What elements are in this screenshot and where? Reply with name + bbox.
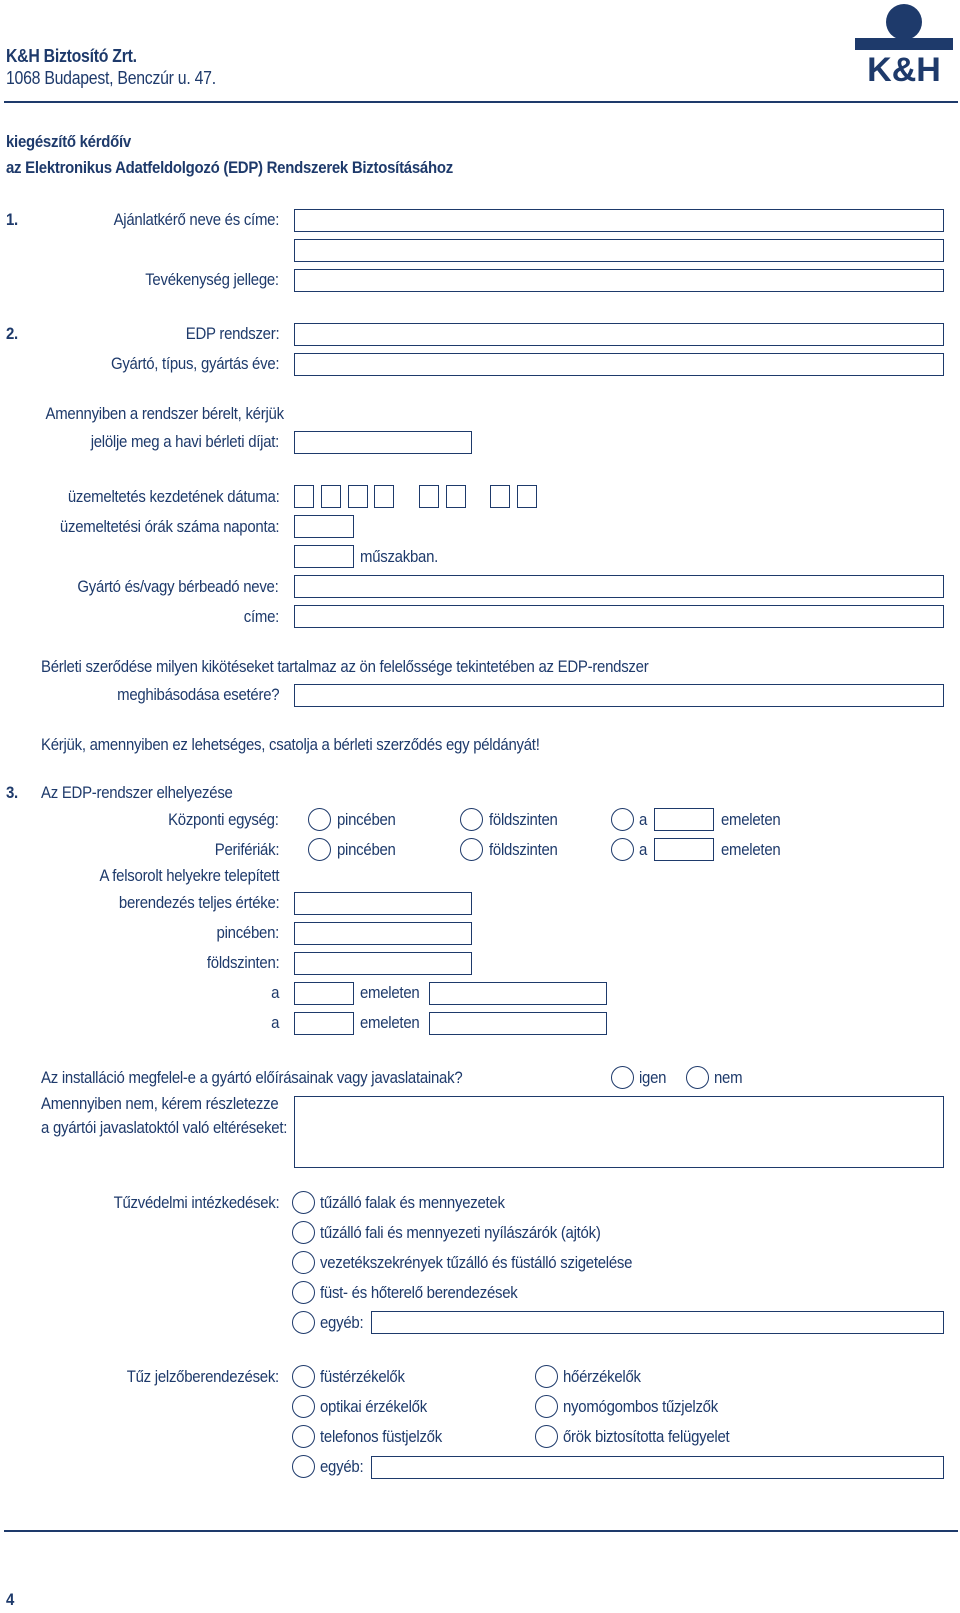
date-digit-box[interactable] (490, 485, 510, 508)
activity-label: Tevékenység jellege: (145, 270, 279, 289)
alarm-optical-label: optikai érzékelők (320, 1397, 427, 1416)
alarm-optical-radio[interactable] (292, 1395, 315, 1418)
deviation-details-field[interactable] (294, 1096, 944, 1168)
value-floor2-field[interactable] (429, 1012, 607, 1035)
date-digit-box[interactable] (374, 485, 394, 508)
contract-terms-field[interactable] (294, 684, 944, 707)
periph-ground-label: földszinten (489, 840, 558, 859)
date-digit-box[interactable] (446, 485, 466, 508)
central-floor-number-field[interactable] (654, 808, 714, 831)
install-no-label: nem (714, 1068, 743, 1087)
central-basement-label: pincében (337, 810, 396, 829)
footer-divider (4, 1530, 958, 1532)
central-a-label: a (639, 810, 648, 829)
periph-floor-radio[interactable] (611, 838, 634, 861)
rent-label-line2: jelölje meg a havi bérleti díjat: (90, 432, 279, 451)
periph-ground-radio[interactable] (460, 838, 483, 861)
date-digit-box[interactable] (419, 485, 439, 508)
fire-opt-doors-radio[interactable] (292, 1221, 315, 1244)
deviation-label-line1: Amennyiben nem, kérem részletezze (41, 1094, 279, 1113)
periph-basement-label: pincében (337, 840, 396, 859)
install-no-radio[interactable] (686, 1066, 709, 1089)
central-floor-label: emeleten (721, 810, 781, 829)
value-floor2-label: emeleten (360, 1013, 420, 1032)
central-ground-radio[interactable] (460, 808, 483, 831)
installation-question: Az installáció megfelel-e a gyártó előírásainak vagy javaslatainak? (41, 1068, 463, 1087)
section3-number: 3. (6, 783, 18, 802)
maker-type-year-field[interactable] (294, 353, 944, 376)
install-yes-label: igen (639, 1068, 667, 1087)
fire-opt-walls-label: tűzálló falak és mennyezetek (320, 1193, 505, 1212)
kh-logo-icon (855, 2, 953, 84)
logo-text: K&H (867, 51, 941, 84)
applicant-name-field[interactable] (294, 209, 944, 232)
edp-label: EDP rendszer: (185, 324, 279, 343)
value-basement-label: pincében: (216, 923, 279, 942)
value-floor1-number-field[interactable] (294, 982, 354, 1005)
contract-question-line1: Bérleti szerődése milyen kikötéseket tartalmaz az ön felelőssége tekintetében az EDP-rendszer (41, 657, 649, 676)
hours-label: üzemeltetési órák száma naponta: (59, 517, 279, 536)
value-floor1-a-label: a (270, 983, 279, 1002)
periph-floor-number-field[interactable] (654, 838, 714, 861)
alarm-heat-detector-label: hőérzékelők (563, 1367, 641, 1386)
alarm-other-radio[interactable] (292, 1455, 315, 1478)
alarm-guard-radio[interactable] (535, 1425, 558, 1448)
alarm-phone-label: telefonos füstjelzők (320, 1427, 442, 1446)
value-ground-label: földszinten: (206, 953, 279, 972)
alarm-other-field[interactable] (371, 1456, 944, 1479)
kh-logo (855, 2, 953, 84)
fire-opt-other-label: egyéb: (320, 1313, 364, 1332)
rent-label-line1: Amennyiben a rendszer bérelt, kérjük (45, 404, 284, 423)
form-title-line1: kiegészítő kérdőív (6, 132, 131, 151)
value-ground-field[interactable] (294, 952, 472, 975)
attach-contract-note: Kérjük, amennyiben ez lehetséges, csatolja a bérleti szerződés egy példányát! (41, 735, 540, 754)
periph-floor-label: emeleten (721, 840, 781, 859)
value-floor1-label: emeleten (360, 983, 420, 1002)
date-digit-box[interactable] (321, 485, 341, 508)
fire-opt-cabinets-radio[interactable] (292, 1251, 315, 1274)
central-basement-radio[interactable] (308, 808, 331, 831)
fire-protection-label: Tűzvédelmi intézkedések: (113, 1193, 279, 1212)
form-title-line2: az Elektronikus Adatfeldolgozó (EDP) Rendszerek Biztosításához (6, 158, 453, 177)
date-digit-box[interactable] (517, 485, 537, 508)
lessor-name-label: Gyártó és/vagy bérbeadó neve: (77, 577, 279, 596)
date-digit-box[interactable] (348, 485, 368, 508)
section2-number: 2. (6, 324, 18, 343)
alarm-smoke-detector-label: füstérzékelők (320, 1367, 405, 1386)
fire-opt-doors-label: tűzálló fali és mennyezeti nyílászárók (ajtók) (320, 1223, 601, 1242)
fire-opt-other-radio[interactable] (292, 1311, 315, 1334)
value-floor1-field[interactable] (429, 982, 607, 1005)
fire-opt-cabinets-label: vezetékszekrények tűzálló és füstálló szigetelése (320, 1253, 633, 1272)
value-basement-field[interactable] (294, 922, 472, 945)
periph-a-label: a (639, 840, 648, 859)
date-digit-box[interactable] (294, 485, 314, 508)
edp-system-field[interactable] (294, 323, 944, 346)
total-value-label-line1: A felsorolt helyekre telepített (99, 866, 279, 885)
fire-opt-smoke-vent-label: füst- és hőterelő berendezések (320, 1283, 518, 1302)
lessor-name-field[interactable] (294, 575, 944, 598)
alarm-guard-label: őrök biztosította felügyelet (563, 1427, 730, 1446)
alarm-pushbutton-radio[interactable] (535, 1395, 558, 1418)
maker-label: Gyártó, típus, gyártás éve: (110, 354, 279, 373)
central-unit-label: Központi egység: (168, 810, 279, 829)
contract-question-line2: meghibásodása esetére? (116, 685, 279, 704)
fire-opt-walls-radio[interactable] (292, 1191, 315, 1214)
page-number: 4 (6, 1590, 15, 1609)
activity-field[interactable] (294, 269, 944, 292)
applicant-label: Ajánlatkérő neve és címe: (113, 210, 279, 229)
alarm-heat-detector-radio[interactable] (535, 1365, 558, 1388)
alarm-smoke-detector-radio[interactable] (292, 1365, 315, 1388)
company-address: 1068 Budapest, Benczúr u. 47. (6, 68, 216, 88)
lessor-address-field[interactable] (294, 605, 944, 628)
periph-basement-radio[interactable] (308, 838, 331, 861)
total-value-label-line2: berendezés teljes értéke: (118, 893, 279, 912)
company-name: K&H Biztosító Zrt. (6, 46, 137, 66)
header-divider (4, 101, 958, 103)
placement-heading: Az EDP-rendszer elhelyezése (41, 783, 233, 802)
section1-number: 1. (6, 210, 18, 229)
lessor-address-label: címe: (243, 607, 279, 626)
applicant-address-field[interactable] (294, 239, 944, 262)
value-floor2-number-field[interactable] (294, 1012, 354, 1035)
start-date-label: üzemeltetés kezdetének dátuma: (67, 487, 279, 506)
alarm-pushbutton-label: nyomógombos tűzjelzők (563, 1397, 718, 1416)
alarm-other-label: egyéb: (320, 1457, 364, 1476)
alarm-phone-radio[interactable] (292, 1425, 315, 1448)
central-ground-label: földszinten (489, 810, 558, 829)
hours-per-day-field[interactable] (294, 515, 354, 538)
shifts-field[interactable] (294, 545, 354, 568)
fire-alarm-label: Tűz jelzőberendezések: (126, 1367, 279, 1386)
monthly-rent-field[interactable] (294, 431, 472, 454)
central-floor-radio[interactable] (611, 808, 634, 831)
install-yes-radio[interactable] (611, 1066, 634, 1089)
deviation-label-line2: a gyártói javaslatoktól való eltéréseket: (41, 1118, 288, 1137)
value-floor2-a-label: a (270, 1013, 279, 1032)
fire-other-field[interactable] (371, 1311, 944, 1334)
shifts-label: műszakban. (360, 547, 439, 566)
peripherals-label: Perifériák: (214, 840, 279, 859)
total-value-field[interactable] (294, 892, 472, 915)
fire-opt-smoke-vent-radio[interactable] (292, 1281, 315, 1304)
